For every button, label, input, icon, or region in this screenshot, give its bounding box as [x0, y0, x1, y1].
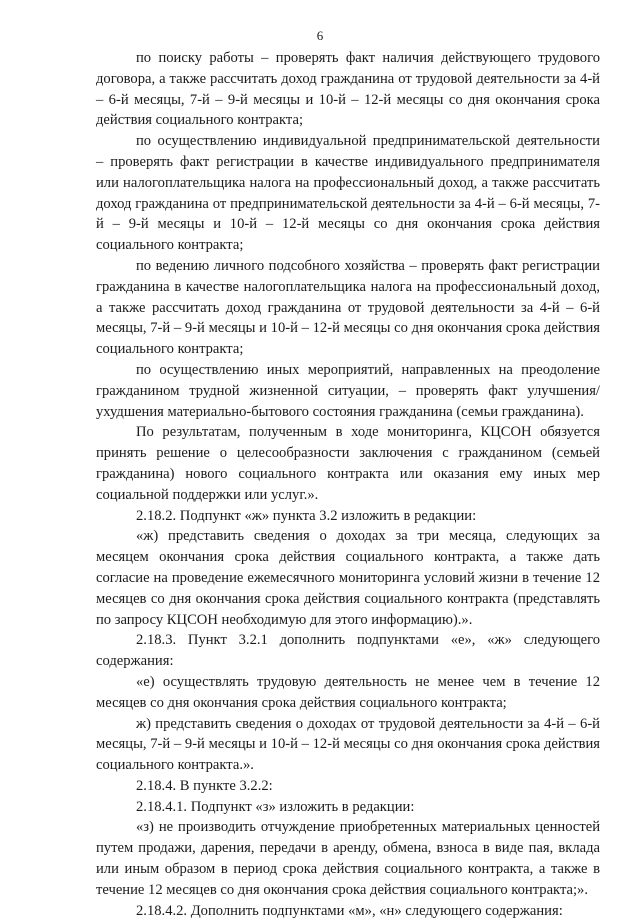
paragraph: по осуществлению иных мероприятий, направленных на преодоление гражданином трудной жизненной ситуации, – проверять факт улучшения/ ухудшения материально-бытового состояния гражданина (семьи гражданина).: [96, 361, 600, 420]
paragraph: по ведению личного подсобного хозяйства – проверять факт регистрации гражданина в качестве налогоплательщика налога на профессиональный доход, а также рассчитать доход гражданина от трудовой деятельности за 4-й – 6-й месяцы, 7-й – 9-й месяцы и 10-й – 12-й месяцы со дня окончания срока действия социального контракта;: [96, 257, 600, 358]
paragraph: По результатам, полученным в ходе мониторинга, КЦСОН обязуется принять решение о целесообразности заключения с гражданином (семьей гражданина) нового социального контракта или оказания ему иных мер социальной поддержки или услуг.».: [96, 424, 600, 503]
paragraph: 2.18.4.2. Дополнить подпунктами «м», «н» следующего содержания:: [136, 902, 563, 919]
paragraph: 2.18.4.1. Подпункт «з» изложить в редакции:: [136, 798, 415, 815]
paragraph: «з) не производить отчуждение приобретенных материальных ценностей путем продажи, дарения, передачи в аренду, обмена, взноса в виде пая, вклада или иным образом в период срока действия социального контракта, а также в течение 12 месяцев со дня окончания срока действия социального контракта;».: [96, 819, 600, 898]
paragraph: 2.18.2. Подпункт «ж» пункта 3.2 изложить в редакции:: [136, 507, 477, 524]
paragraph: 2.18.3. Пункт 3.2.1 дополнить подпунктами «е», «ж» следующего содержания:: [96, 632, 600, 670]
paragraph: ж) представить сведения о доходах от трудовой деятельности за 4-й – 6-й месяцы, 7-й – 9-й месяцы и 10-й – 12-й месяцы со дня окончания срока действия социального контракта.».: [96, 715, 600, 774]
paragraph: «ж) представить сведения о доходах за три месяца, следующих за месяцем окончания срока действия социального контракта, а также дать согласие на проведение ежемесячного мониторинга условий жизни в течение 12 месяцев со дня окончания срока действия социального контракта (представлять по запросу КЦСОН необходимую для этого информацию).».: [96, 528, 600, 628]
paragraph: «е) осуществлять трудовую деятельность не менее чем в течение 12 месяцев со дня окончания срока действия социального контракта;: [96, 673, 600, 711]
page-number: 6: [316, 28, 324, 43]
paragraph: по поиску работы – проверять факт наличия действующего трудового договора, а также рассчитать доход гражданина от трудовой деятельности за 4-й – 6-й месяцы, 7-й – 9-й месяцы и 10-й – 12-й месяцы со дня окончания срока действия социального контракта;: [96, 50, 600, 129]
paragraph: 2.18.4. В пункте 3.2.2:: [136, 777, 273, 794]
document-body: [96, 48, 600, 921]
paragraph: по осуществлению индивидуальной предпринимательской деятельности – проверять факт регистрации в качестве индивидуального предпринимателя или налогоплательщика налога на профессиональный доход, а также рассчитать доход гражданина от предпринимательской деятельности за 4-й – 6-й месяцы, 7-й – 9-й месяцы и 10-й – 12-й месяцы со дня окончания срока действия социального контракта;: [96, 133, 600, 254]
